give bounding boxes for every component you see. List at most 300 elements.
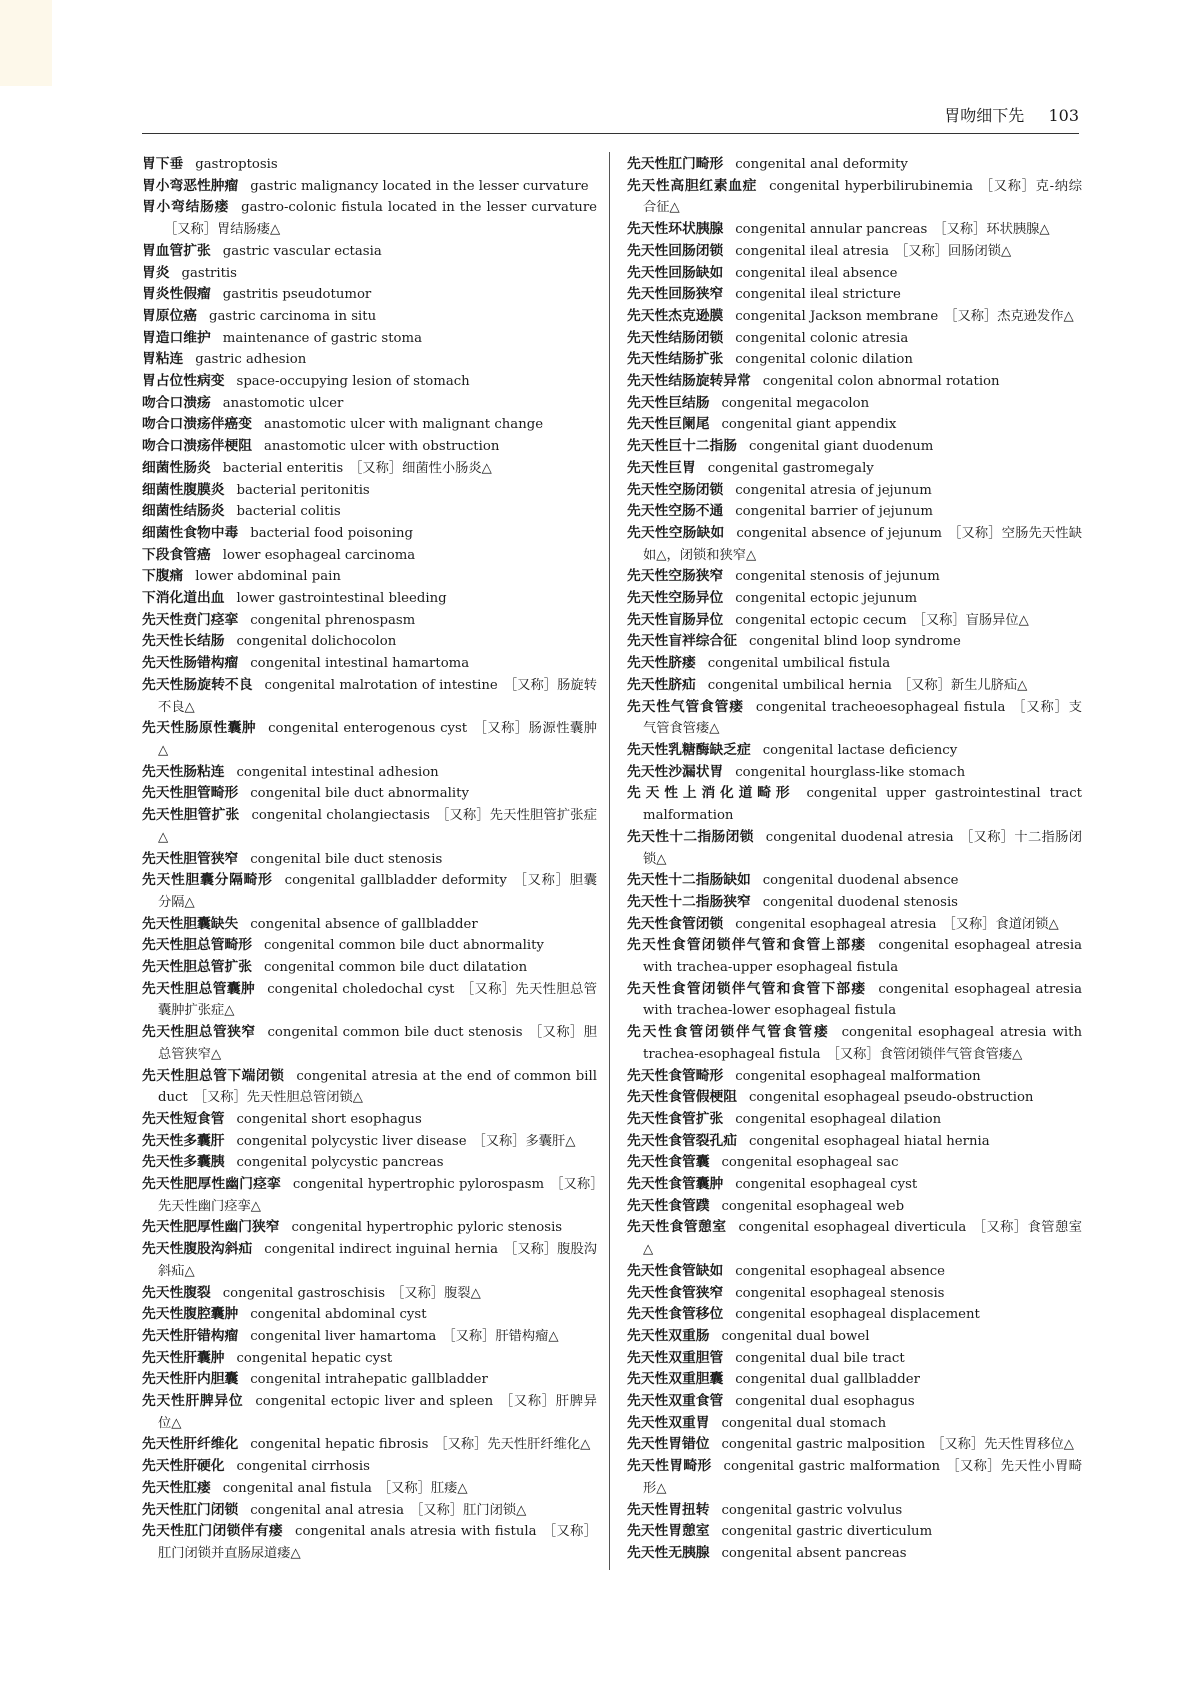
entry-term: 吻合口溃疡伴梗阻 bbox=[142, 438, 253, 455]
glossary-entry bbox=[627, 1391, 1082, 1413]
glossary-entry bbox=[142, 1478, 597, 1500]
glossary-entry bbox=[142, 1391, 597, 1434]
glossary-entry bbox=[627, 914, 1082, 936]
entry-english: congenital atresia of jejunum bbox=[735, 482, 932, 498]
glossary-entry bbox=[627, 827, 1082, 870]
entry-term: 先天性肝脾异位 bbox=[142, 1393, 244, 1410]
entry-alias: ［又称］食管闭锁伴气管食管瘘△ bbox=[826, 1046, 1023, 1062]
entry-english: congenital duodenal atresia bbox=[765, 829, 954, 845]
entry-term: 下消化道出血 bbox=[142, 590, 225, 607]
entry-english: congenital esophageal cyst bbox=[735, 1177, 918, 1193]
entry-term: 先天性巨胃 bbox=[627, 459, 696, 476]
glossary-entry bbox=[627, 892, 1082, 914]
entry-english: congenital esophageal web bbox=[721, 1198, 905, 1214]
entry-term: 胃小弯结肠瘘 bbox=[142, 199, 230, 216]
glossary-entry bbox=[142, 566, 597, 588]
entry-term: 先天性胃错位 bbox=[627, 1436, 710, 1453]
entry-english: congenital colon abnormal rotation bbox=[762, 374, 1000, 390]
glossary-entry bbox=[627, 675, 1082, 697]
glossary-entry bbox=[142, 349, 597, 371]
entry-term: 先天性食管裂孔疝 bbox=[627, 1132, 738, 1149]
entry-alias: ［又称］腹裂△ bbox=[391, 1285, 481, 1301]
entry-term: 先天性胆总管扩张 bbox=[142, 959, 253, 976]
entry-english: space-occupying lesion of stomach bbox=[236, 374, 470, 390]
entry-english: lower esophageal carcinoma bbox=[222, 547, 416, 563]
entry-term: 先天性食管闭锁 bbox=[627, 915, 724, 932]
entry-term: 先天性肥厚性幽门狭窄 bbox=[142, 1219, 280, 1236]
entry-english: congenital common bile duct abnormality bbox=[264, 938, 544, 954]
entry-english: congenital bile duct abnormality bbox=[250, 786, 469, 802]
entry-english: congenital anal atresia bbox=[250, 1502, 405, 1518]
entry-term: 先天性杰克逊膜 bbox=[627, 307, 724, 324]
entry-english: congenital cholangiectasis bbox=[251, 808, 430, 824]
entry-english: congenital tracheoesophageal fistula bbox=[755, 699, 1006, 715]
entry-alias: ［又称］十二指肠闭锁△ bbox=[643, 829, 1082, 867]
entry-english: congenital gallbladder deformity bbox=[284, 873, 507, 889]
glossary-entry bbox=[142, 1131, 597, 1153]
entry-english: congenital Jackson membrane bbox=[735, 308, 939, 324]
column-divider bbox=[609, 152, 610, 1570]
entry-english: congenital esophageal atresia with trachea-upper esophageal fistula bbox=[643, 938, 1082, 976]
entry-english: congenital dual gallbladder bbox=[735, 1372, 920, 1388]
entry-term: 细菌性腹膜炎 bbox=[142, 481, 225, 498]
entry-english: congenital ileal stricture bbox=[735, 287, 901, 303]
glossary-entry bbox=[627, 306, 1082, 328]
entry-english: congenital dual stomach bbox=[721, 1415, 887, 1431]
entry-english: congenital abdominal cyst bbox=[250, 1307, 427, 1323]
entry-term: 先天性肝硬化 bbox=[142, 1458, 225, 1475]
entry-term: 先天性肠错构瘤 bbox=[142, 655, 239, 672]
entry-term: 先天性胆囊缺失 bbox=[142, 915, 239, 932]
glossary-entry bbox=[142, 1217, 597, 1239]
entry-term: 先天性肠旋转不良 bbox=[142, 676, 253, 693]
entry-term: 下腹痛 bbox=[142, 568, 184, 585]
entry-english: congenital ileal atresia bbox=[735, 243, 889, 259]
entry-term: 先天性食管畸形 bbox=[627, 1067, 724, 1084]
header-rule bbox=[142, 133, 1079, 134]
entry-english: congenital common bile duct stenosis bbox=[267, 1025, 523, 1041]
entry-term: 先天性无胰腺 bbox=[627, 1545, 710, 1561]
glossary-entry bbox=[142, 610, 597, 632]
entry-term: 先天性高胆红素血症 bbox=[627, 177, 758, 194]
entry-term: 先天性双重食管 bbox=[627, 1393, 724, 1410]
entry-term: 先天性肥厚性幽门痉挛 bbox=[142, 1176, 281, 1193]
glossary-entry bbox=[142, 1022, 597, 1065]
entry-term: 先天性气管食管瘘 bbox=[627, 698, 744, 715]
entry-term: 先天性食管扩张 bbox=[627, 1110, 724, 1127]
entry-term: 胃原位癌 bbox=[142, 307, 198, 324]
entry-english: gastric adhesion bbox=[195, 352, 307, 368]
entry-term: 先天性巨阑尾 bbox=[627, 416, 710, 433]
entry-term: 胃小弯恶性肿瘤 bbox=[142, 177, 239, 194]
entry-term: 先天性胆总管囊肿 bbox=[142, 980, 256, 997]
entry-alias: ［又称］回肠闭锁△ bbox=[894, 243, 1012, 259]
entry-english: congenital polycystic pancreas bbox=[236, 1155, 444, 1171]
entry-term: 先天性胆总管畸形 bbox=[142, 937, 253, 954]
entry-term: 先天性胃扭转 bbox=[627, 1501, 710, 1518]
entry-english: congenital umbilical fistula bbox=[707, 656, 891, 672]
entry-term: 先天性食管憩室 bbox=[627, 1219, 727, 1236]
glossary-entry bbox=[627, 349, 1082, 371]
entry-alias: ［又称］胆囊分隔△ bbox=[158, 873, 597, 910]
entry-term: 先天性肝囊肿 bbox=[142, 1349, 225, 1366]
entry-alias: ［又称］先天性胆总管囊肿扩张症△ bbox=[158, 981, 597, 1019]
entry-english: congenital esophageal absence bbox=[735, 1263, 945, 1279]
glossary-entry bbox=[627, 870, 1082, 892]
entry-term: 先天性双重胆管 bbox=[627, 1349, 724, 1366]
entry-alias: ［又称］胆总管狭窄△ bbox=[158, 1025, 597, 1062]
entry-term: 先天性胆管畸形 bbox=[142, 785, 239, 802]
glossary-entry bbox=[142, 1304, 597, 1326]
glossary-entry bbox=[142, 1109, 597, 1131]
entry-alias: ［又称］支气管食管瘘△ bbox=[643, 699, 1082, 737]
glossary-entry bbox=[627, 1369, 1082, 1391]
entry-alias: ［又称］环状胰腺△ bbox=[933, 222, 1050, 238]
glossary-entry bbox=[627, 1456, 1082, 1499]
glossary-entry bbox=[627, 1066, 1082, 1088]
entry-term: 先天性食管狭窄 bbox=[627, 1284, 724, 1301]
right-column bbox=[627, 154, 1082, 1565]
glossary-entry bbox=[627, 979, 1082, 1022]
entry-english: congenital esophageal atresia bbox=[735, 916, 937, 932]
entry-term: 先天性乳糖酶缺乏症 bbox=[627, 741, 751, 758]
entry-english: congenital esophageal atresia with trachea-esophageal fistula bbox=[643, 1025, 1082, 1062]
entry-english: congenital intestinal adhesion bbox=[236, 764, 439, 780]
glossary-entry bbox=[627, 154, 1082, 176]
entry-alias: ［又称］先天性胆总管闭锁△ bbox=[193, 1090, 363, 1106]
glossary-entry bbox=[627, 1304, 1082, 1326]
glossary-entry bbox=[142, 1500, 597, 1522]
entry-english: bacterial enteritis bbox=[222, 460, 344, 476]
glossary-entry bbox=[142, 1348, 597, 1370]
glossary-entry bbox=[627, 1413, 1082, 1435]
entry-term: 先天性长结肠 bbox=[142, 633, 225, 650]
glossary-entry bbox=[627, 1174, 1082, 1196]
entry-term: 先天性肛门闭锁 bbox=[142, 1501, 239, 1518]
entry-english: congenital esophageal diverticula bbox=[738, 1220, 967, 1236]
entry-term: 先天性食管闭锁伴气管和食管上部瘘 bbox=[627, 937, 867, 954]
glossary-entry bbox=[627, 740, 1082, 762]
glossary-entry bbox=[627, 284, 1082, 306]
glossary-entry bbox=[142, 545, 597, 567]
entry-term: 先天性环状胰腺 bbox=[627, 221, 724, 238]
entry-english: congenital absent pancreas bbox=[721, 1546, 907, 1561]
entry-term: 下段食管癌 bbox=[142, 546, 211, 563]
entry-english: congenital enterogenous cyst bbox=[268, 721, 468, 737]
entry-english: congenital upper gastrointestinal tract malformation bbox=[643, 786, 1082, 824]
entry-alias: ［又称］先天性肝纤维化△ bbox=[434, 1437, 591, 1453]
entry-english: congenital anals atresia with fistula bbox=[295, 1524, 537, 1540]
entry-english: congenital dual bile tract bbox=[735, 1350, 905, 1366]
glossary-entry bbox=[627, 523, 1082, 566]
glossary-entry bbox=[142, 371, 597, 393]
glossary-entry bbox=[142, 870, 597, 913]
glossary-entry bbox=[142, 653, 597, 675]
glossary-entry bbox=[627, 1196, 1082, 1218]
entry-english: congenital gastric diverticulum bbox=[721, 1524, 933, 1540]
entry-term: 先天性回肠闭锁 bbox=[627, 242, 724, 259]
entry-alias: ［又称］空肠先天性缺如△，闭锁和狭窄△ bbox=[643, 525, 1082, 563]
entry-term: 先天性盲袢综合征 bbox=[627, 633, 738, 650]
entry-english: congenital atresia at the end of common bill duct bbox=[158, 1068, 597, 1106]
glossary-entry bbox=[627, 631, 1082, 653]
entry-term: 先天性双重肠 bbox=[627, 1327, 710, 1344]
glossary-entry bbox=[142, 523, 597, 545]
entry-english: lower abdominal pain bbox=[195, 569, 341, 585]
glossary-entry bbox=[627, 436, 1082, 458]
entry-english: congenital ectopic liver and spleen bbox=[255, 1394, 494, 1410]
entry-english: congenital indirect inguinal hernia bbox=[264, 1242, 498, 1258]
entry-english: congenital short esophagus bbox=[236, 1111, 422, 1127]
entry-english: congenital colonic dilation bbox=[735, 352, 913, 368]
entry-alias: ［又称］先天性胆管扩张症△ bbox=[158, 808, 597, 845]
entry-term: 先天性腹股沟斜疝 bbox=[142, 1241, 253, 1258]
glossary-entry bbox=[627, 1500, 1082, 1522]
entry-term: 胃下垂 bbox=[142, 156, 184, 172]
entry-alias: ［又称］肝脾异位△ bbox=[158, 1394, 597, 1431]
entry-term: 先天性食管移位 bbox=[627, 1306, 724, 1323]
entry-english: congenital dolichocolon bbox=[236, 634, 397, 650]
glossary-entry bbox=[627, 1109, 1082, 1131]
entry-alias: ［又称］肝错构瘤△ bbox=[442, 1328, 559, 1344]
glossary-entry bbox=[142, 718, 597, 761]
entry-term: 先天性胆总管下端闭锁 bbox=[142, 1067, 285, 1084]
entry-english: congenital ectopic jejunum bbox=[735, 591, 918, 607]
entry-alias: ［又称］肛门闭锁并直肠尿道瘘△ bbox=[158, 1524, 597, 1561]
entry-english: gastritis bbox=[181, 265, 237, 281]
entry-term: 先天性沙漏状胃 bbox=[627, 763, 724, 780]
glossary-entry bbox=[142, 805, 597, 848]
glossary-entry bbox=[142, 783, 597, 805]
glossary-entry bbox=[142, 284, 597, 306]
entry-term: 先天性多囊肝 bbox=[142, 1132, 225, 1149]
entry-term: 胃占位性病变 bbox=[142, 373, 225, 390]
page-number: 103 bbox=[1048, 106, 1079, 125]
entry-term: 先天性盲肠异位 bbox=[627, 611, 724, 628]
glossary-entry bbox=[627, 1543, 1082, 1565]
entry-term: 胃炎性假瘤 bbox=[142, 286, 211, 303]
entry-term: 先天性食管蹼 bbox=[627, 1197, 710, 1214]
entry-term: 先天性脐瘘 bbox=[627, 655, 696, 672]
glossary-entry bbox=[142, 458, 597, 480]
entry-term: 先天性回肠狭窄 bbox=[627, 286, 724, 303]
entry-term: 胃炎 bbox=[142, 264, 170, 281]
entry-english: congenital hourglass-like stomach bbox=[735, 764, 966, 780]
entry-english: congenital absence of jejunum bbox=[736, 525, 942, 541]
entry-term: 先天性双重胃 bbox=[627, 1414, 710, 1431]
entry-english: congenital esophageal sac bbox=[721, 1155, 899, 1171]
glossary-entry bbox=[627, 1152, 1082, 1174]
glossary-entry bbox=[142, 436, 597, 458]
glossary-entry bbox=[142, 197, 597, 240]
entry-term: 先天性结肠扩张 bbox=[627, 351, 724, 368]
entry-english: congenital dual bowel bbox=[721, 1328, 870, 1344]
entry-alias: ［又称］肛瘘△ bbox=[377, 1480, 468, 1496]
entry-alias: ［又称］食道闭锁△ bbox=[942, 916, 1059, 932]
glossary-entry bbox=[142, 1239, 597, 1282]
glossary-entry bbox=[142, 849, 597, 871]
entry-alias: ［又称］肠旋转不良△ bbox=[158, 677, 597, 715]
entry-alias: ［又称］肛门闭锁△ bbox=[410, 1502, 527, 1518]
glossary-entry bbox=[627, 414, 1082, 436]
entry-english: congenital absence of gallbladder bbox=[250, 916, 478, 932]
glossary-entry bbox=[142, 1283, 597, 1305]
glossary-entry bbox=[142, 1521, 597, 1564]
entry-alias: ［又称］克-纳综合征△ bbox=[643, 178, 1082, 216]
entry-term: 先天性食管囊 bbox=[627, 1154, 710, 1171]
entry-english: congenital blind loop syndrome bbox=[749, 634, 961, 650]
entry-english: anastomotic ulcer with obstruction bbox=[264, 439, 500, 455]
glossary-entry bbox=[627, 1348, 1082, 1370]
entry-english: congenital choledochal cyst bbox=[267, 981, 455, 997]
entry-term: 先天性贲门痉挛 bbox=[142, 611, 239, 628]
entry-english: congenital cirrhosis bbox=[236, 1459, 370, 1475]
glossary-entry bbox=[627, 393, 1082, 415]
entry-english: congenital anal deformity bbox=[735, 157, 908, 172]
entry-term: 先天性肝错构瘤 bbox=[142, 1327, 239, 1344]
entry-alias: ［又称］腹股沟斜疝△ bbox=[158, 1242, 597, 1279]
entry-alias: ［又称］杰克逊发作△ bbox=[944, 308, 1074, 324]
entry-english: congenital bile duct stenosis bbox=[250, 851, 443, 867]
page-corner-mark bbox=[0, 0, 52, 86]
glossary-entry bbox=[142, 979, 597, 1022]
entry-term: 先天性巨十二指肠 bbox=[627, 438, 738, 455]
entry-english: gastric carcinoma in situ bbox=[209, 308, 377, 324]
entry-term: 先天性上消化道畸形 bbox=[627, 785, 795, 802]
entry-english: congenital annular pancreas bbox=[735, 222, 928, 238]
entry-english: bacterial food poisoning bbox=[250, 525, 413, 541]
entry-english: congenital gastric volvulus bbox=[721, 1502, 903, 1518]
entry-alias: ［又称］细菌性小肠炎△ bbox=[349, 460, 492, 476]
entry-term: 吻合口溃疡伴癌变 bbox=[142, 416, 253, 433]
glossary-entry bbox=[627, 371, 1082, 393]
entry-english: bacterial colitis bbox=[236, 504, 341, 520]
entry-term: 先天性胃憩室 bbox=[627, 1523, 710, 1540]
entry-alias: ［又称］肠源性囊肿△ bbox=[158, 721, 597, 758]
entry-term: 胃造口维护 bbox=[142, 329, 211, 346]
glossary-entry bbox=[142, 1066, 597, 1109]
entry-english: lower gastrointestinal bleeding bbox=[236, 591, 447, 607]
glossary-entry bbox=[142, 914, 597, 936]
glossary-entry bbox=[627, 1326, 1082, 1348]
entry-term: 先天性肠原性囊肿 bbox=[142, 720, 257, 737]
entry-english: congenital liver hamartoma bbox=[250, 1328, 437, 1344]
entry-alias: ［又称］先天性幽门痉挛△ bbox=[158, 1177, 597, 1214]
glossary-entry bbox=[142, 176, 597, 198]
entry-term: 细菌性结肠炎 bbox=[142, 503, 225, 520]
entry-term: 先天性空肠不通 bbox=[627, 503, 724, 520]
glossary-entry bbox=[142, 154, 597, 176]
entry-english: congenital hepatic cyst bbox=[236, 1350, 393, 1366]
entry-english: congenital phrenospasm bbox=[250, 612, 416, 628]
entry-term: 先天性胆管扩张 bbox=[142, 807, 240, 824]
entry-term: 先天性肛门畸形 bbox=[627, 156, 724, 172]
entry-term: 胃粘连 bbox=[142, 351, 184, 368]
entry-english: congenital hypertrophic pylorospasm bbox=[292, 1177, 545, 1193]
running-header bbox=[142, 102, 1079, 130]
glossary-entry bbox=[142, 241, 597, 263]
entry-english: congenital hypertrophic pyloric stenosis bbox=[291, 1220, 563, 1236]
entry-english: congenital intestinal hamartoma bbox=[250, 656, 470, 672]
entry-term: 细菌性食物中毒 bbox=[142, 524, 239, 541]
entry-term: 先天性肝内胆囊 bbox=[142, 1371, 239, 1388]
entry-english: congenital esophageal displacement bbox=[735, 1307, 980, 1323]
glossary-entry bbox=[142, 957, 597, 979]
entry-term: 先天性食管假梗阻 bbox=[627, 1089, 738, 1106]
entry-english: congenital anal fistula bbox=[222, 1480, 372, 1496]
glossary-entry bbox=[627, 1261, 1082, 1283]
glossary-entry bbox=[142, 1434, 597, 1456]
entry-english: congenital ileal absence bbox=[735, 265, 898, 281]
entry-english: congenital esophageal atresia with trachea-lower esophageal fistula bbox=[643, 981, 1082, 1019]
entry-english: bacterial peritonitis bbox=[236, 482, 370, 498]
glossary-entry bbox=[627, 1283, 1082, 1305]
entry-english: congenital esophageal hiatal hernia bbox=[749, 1133, 990, 1149]
glossary-entry bbox=[627, 1022, 1082, 1065]
glossary-entry bbox=[142, 1456, 597, 1478]
entry-term: 先天性肝纤维化 bbox=[142, 1436, 239, 1453]
entry-term: 先天性空肠闭锁 bbox=[627, 481, 724, 498]
entry-english: congenital gastric malposition bbox=[721, 1437, 926, 1453]
entry-english: congenital esophageal malformation bbox=[735, 1068, 981, 1084]
entry-term: 先天性十二指肠缺如 bbox=[627, 872, 751, 889]
entry-term: 先天性空肠缺如 bbox=[627, 524, 725, 541]
entry-english: congenital barrier of jejunum bbox=[735, 504, 933, 520]
entry-term: 先天性十二指肠闭锁 bbox=[627, 828, 754, 845]
entry-term: 先天性胆总管狭窄 bbox=[142, 1024, 256, 1041]
glossary-entry bbox=[627, 1087, 1082, 1109]
entry-term: 先天性回肠缺如 bbox=[627, 264, 724, 281]
glossary-entry bbox=[627, 480, 1082, 502]
entry-alias: ［又称］先天性小胃畸形△ bbox=[643, 1459, 1082, 1496]
entry-term: 吻合口溃疡 bbox=[142, 394, 211, 411]
entry-english: congenital gastroschisis bbox=[222, 1285, 386, 1301]
entry-term: 先天性双重胆囊 bbox=[627, 1371, 724, 1388]
entry-alias: ［又称］盲肠异位△ bbox=[912, 612, 1029, 628]
entry-term: 先天性食管闭锁伴气管食管瘘 bbox=[627, 1024, 830, 1041]
glossary-entry bbox=[627, 1217, 1082, 1260]
entry-alias: ［又称］新生儿脐疝△ bbox=[897, 677, 1028, 693]
entry-english: congenital esophageal stenosis bbox=[735, 1285, 945, 1301]
entry-english: congenital gastromegaly bbox=[707, 460, 874, 476]
glossary-entry bbox=[627, 219, 1082, 241]
entry-alias: ［又称］多囊肝△ bbox=[472, 1133, 576, 1149]
glossary-entry bbox=[142, 393, 597, 415]
entry-term: 先天性胃畸形 bbox=[627, 1458, 712, 1475]
entry-term: 先天性肠粘连 bbox=[142, 763, 225, 780]
glossary-entry bbox=[627, 566, 1082, 588]
glossary-entry bbox=[142, 263, 597, 285]
entry-english: congenital gastric malformation bbox=[723, 1459, 941, 1475]
entry-english: gastric malignancy located in the lesser curvature bbox=[250, 178, 589, 194]
entry-alias: ［又称］食管憩室△ bbox=[643, 1220, 1082, 1258]
entry-term: 先天性肛瘘 bbox=[142, 1479, 211, 1496]
entry-term: 先天性食管缺如 bbox=[627, 1262, 724, 1279]
glossary-entry bbox=[142, 1152, 597, 1174]
glossary-entry bbox=[627, 241, 1082, 263]
glossary-entry bbox=[142, 414, 597, 436]
glossary-entry bbox=[142, 306, 597, 328]
entry-term: 先天性十二指肠狭窄 bbox=[627, 893, 751, 910]
entry-english: congenital umbilical hernia bbox=[707, 677, 892, 693]
entry-english: congenital common bile duct dilatation bbox=[264, 960, 528, 976]
glossary-entry bbox=[142, 631, 597, 653]
glossary-entry bbox=[627, 263, 1082, 285]
entry-english: congenital stenosis of jejunum bbox=[735, 569, 940, 585]
entry-english: maintenance of gastric stoma bbox=[222, 330, 422, 346]
glossary-entry bbox=[142, 328, 597, 350]
entry-english: gastric vascular ectasia bbox=[222, 243, 382, 259]
